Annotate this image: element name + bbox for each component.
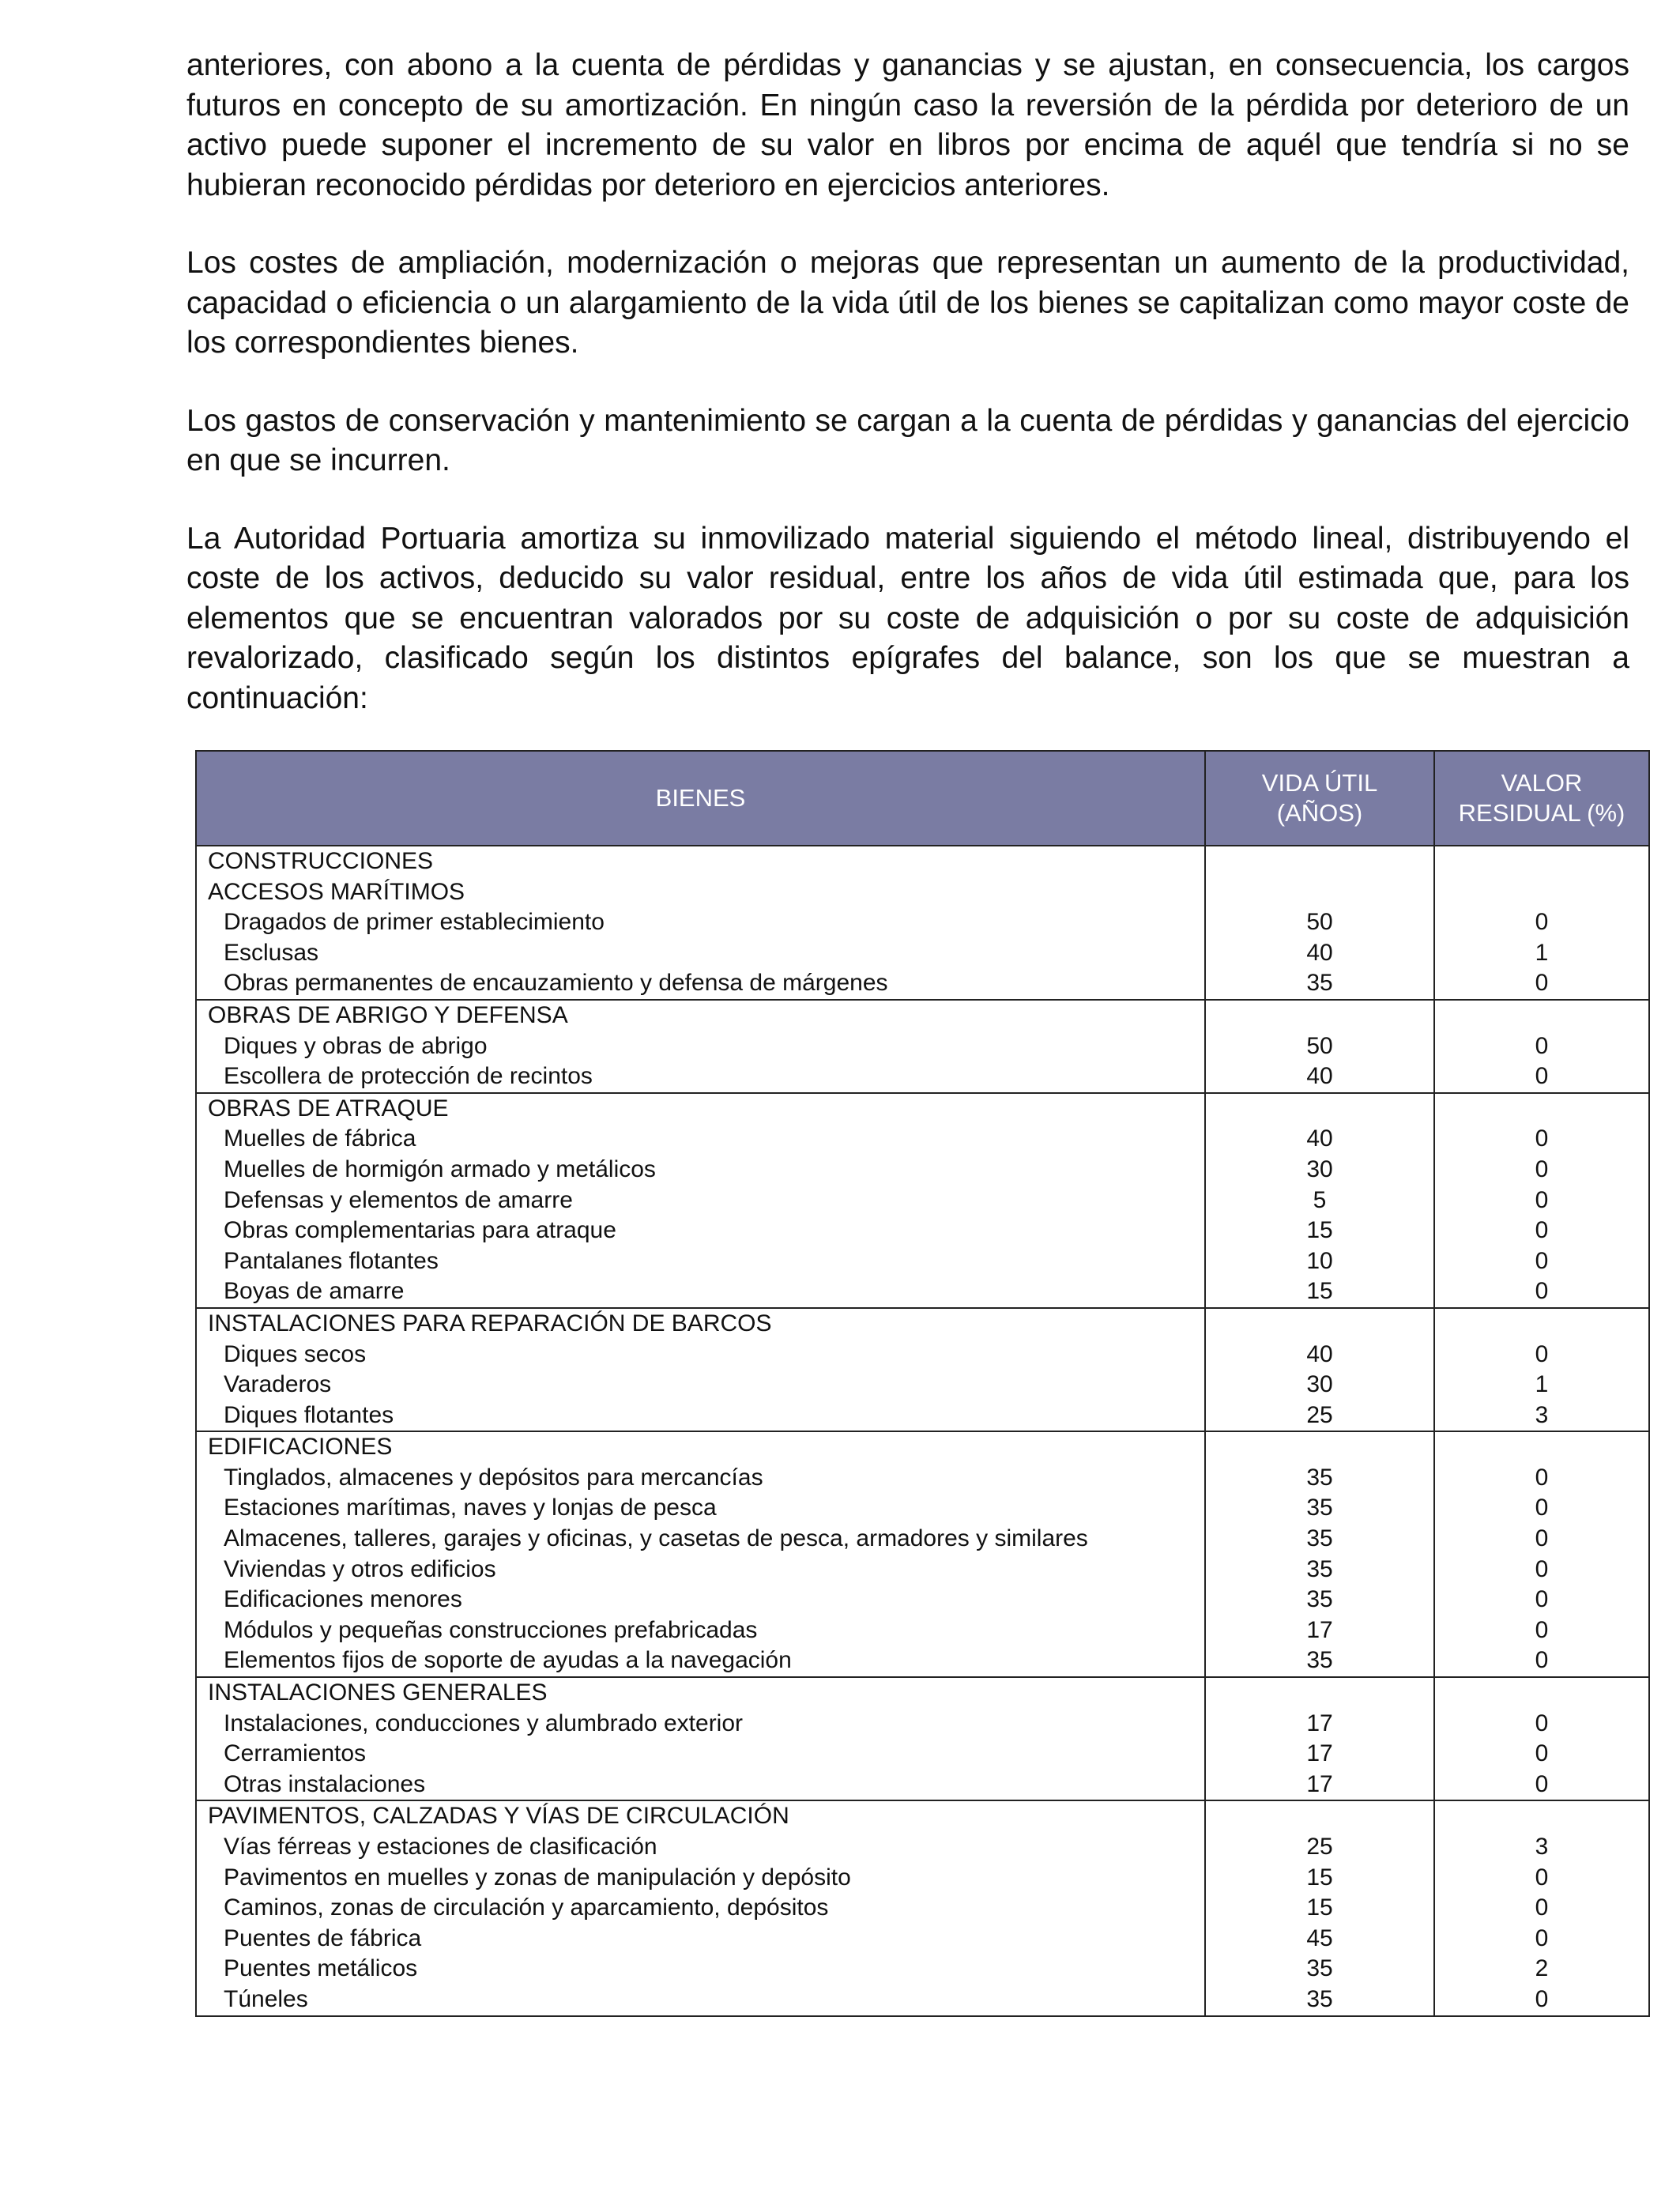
table-row: [196, 1677, 1649, 1800]
table-row: [196, 1093, 1649, 1308]
item-life-years: 25: [1306, 1834, 1333, 1860]
bienes-cell: [196, 1000, 1205, 1093]
item-name: Pantalanes flotantes: [224, 1247, 439, 1274]
item-name: Esclusas: [224, 939, 319, 966]
item-name: Vías férreas y estaciones de clasificación: [224, 1834, 657, 1860]
vida-util-cell: [1205, 1000, 1434, 1093]
item-name: Obras permanentes de encauzamiento y defensa de márgenes: [224, 970, 888, 997]
item-name: Edificaciones menores: [224, 1586, 462, 1613]
item-name: Viviendas y otros edificios: [224, 1555, 496, 1582]
item-name: Defensas y elementos de amarre: [224, 1186, 573, 1213]
item-name: Puentes metálicos: [224, 1955, 418, 1982]
item-name: Escollera de protección de recintos: [224, 1063, 593, 1090]
item-residual-percent: 0: [1535, 1586, 1549, 1613]
header-bienes: BIENES: [196, 751, 1205, 846]
item-name: Diques secos: [224, 1340, 367, 1367]
blank-line: [1206, 1432, 1433, 1463]
blank-line: [1435, 1001, 1648, 1031]
vida-util-cell: [1205, 846, 1434, 1000]
item-name: Boyas de amarre: [224, 1278, 405, 1305]
item-life-years: 50: [1306, 909, 1333, 936]
item-name: Caminos, zonas de circulación y aparcamiento, depósitos: [224, 1894, 829, 1921]
item-name: Otras instalaciones: [224, 1770, 426, 1797]
item-residual-percent: 0: [1535, 1924, 1549, 1951]
bienes-cell: [196, 1093, 1205, 1308]
item-residual-percent: 0: [1535, 1247, 1549, 1274]
item-life-years: 45: [1306, 1924, 1333, 1951]
item-life-years: 35: [1306, 1464, 1333, 1491]
item-name: Diques y obras de abrigo: [224, 1032, 488, 1059]
item-residual-percent: 2: [1535, 1955, 1549, 1982]
item-name: Almacenes, talleres, garajes y oficinas, y casetas de pesca, armadores y similares: [224, 1525, 1088, 1552]
item-name: Cerramientos: [224, 1740, 367, 1767]
header-vida-util: VIDA ÚTIL (AÑOS): [1205, 751, 1434, 846]
group-title: INSTALACIONES GENERALES: [208, 1679, 548, 1706]
item-name: Dragados de primer establecimiento: [224, 909, 605, 936]
item-name: Instalaciones, conducciones y alumbrado exterior: [224, 1710, 744, 1736]
item-life-years: 35: [1306, 1647, 1333, 1674]
item-residual-percent: 0: [1535, 1864, 1549, 1891]
item-residual-percent: 0: [1535, 1894, 1549, 1921]
valor-residual-cell: [1434, 1308, 1649, 1431]
table-row: [196, 1308, 1649, 1431]
item-life-years: 15: [1306, 1217, 1333, 1244]
group-title: OBRAS DE ABRIGO Y DEFENSA: [208, 1001, 568, 1028]
group-title: INSTALACIONES PARA REPARACIÓN DE BARCOS: [208, 1310, 772, 1336]
table-group: [196, 1800, 1649, 2015]
blank-line: [1435, 1432, 1648, 1463]
item-residual-percent: 0: [1535, 1464, 1549, 1491]
item-name: Pavimentos en muelles y zonas de manipulación y depósito: [224, 1864, 851, 1891]
item-life-years: 17: [1306, 1740, 1333, 1767]
vida-util-cell: [1205, 1431, 1434, 1677]
valor-residual-cell: [1434, 1677, 1649, 1800]
table-group: [196, 1093, 1649, 1308]
table-group: [196, 1431, 1649, 1677]
paragraph: La Autoridad Portuaria amortiza su inmovilizado material siguiendo el método lineal, distribuyendo el coste de los activos, deducido su valor residual, entre los años de vida útil estimada que, para los elementos que se encuentran valorados por su coste de adquisición o por su coste de adquisición revalorizado, clasificado según los distintos epígrafes del balance, son los que se muestran a continuación:: [186, 521, 1629, 715]
blank-line: [1206, 1001, 1433, 1031]
item-life-years: 30: [1306, 1155, 1333, 1182]
item-name: Elementos fijos de soporte de ayudas a la navegación: [224, 1647, 792, 1674]
blank-line: [1435, 1678, 1648, 1709]
item-life-years: 40: [1306, 939, 1333, 966]
item-residual-percent: 0: [1535, 1155, 1549, 1182]
item-life-years: 40: [1306, 1125, 1333, 1152]
vida-util-cell: [1205, 1308, 1434, 1431]
item-name: Diques flotantes: [224, 1401, 394, 1428]
item-residual-percent: 0: [1535, 1770, 1549, 1797]
valor-residual-cell: [1434, 1093, 1649, 1308]
blank-line: [1206, 1094, 1433, 1125]
blank-line: [1206, 877, 1433, 908]
blank-line: [1435, 1094, 1648, 1125]
item-residual-percent: 0: [1535, 1740, 1549, 1767]
item-name: Tinglados, almacenes y depósitos para mercancías: [224, 1464, 763, 1491]
blank-line: [1206, 846, 1433, 877]
valor-residual-cell: [1434, 1000, 1649, 1093]
item-residual-percent: 3: [1535, 1401, 1549, 1428]
item-life-years: 35: [1306, 1955, 1333, 1982]
valor-residual-cell: [1434, 846, 1649, 1000]
item-life-years: 35: [1306, 1586, 1333, 1613]
section-heading: CONSTRUCCIONES: [208, 848, 434, 874]
blank-line: [1435, 1309, 1648, 1340]
header-valor-residual: VALOR RESIDUAL (%): [1434, 751, 1649, 846]
item-life-years: 35: [1306, 1985, 1333, 2012]
table-group: [196, 1677, 1649, 1800]
table-row: [196, 846, 1649, 1000]
item-residual-percent: 3: [1535, 1834, 1549, 1860]
table-header-row: [196, 751, 1649, 846]
item-residual-percent: 1: [1535, 939, 1549, 966]
item-life-years: 17: [1306, 1710, 1333, 1736]
blank-line: [1435, 1801, 1648, 1832]
blank-line: [1435, 846, 1648, 877]
bienes-cell: [196, 1800, 1205, 2015]
item-life-years: 35: [1306, 970, 1333, 997]
item-name: Estaciones marítimas, naves y lonjas de pesca: [224, 1495, 717, 1521]
item-life-years: 15: [1306, 1864, 1333, 1891]
table-group: [196, 1000, 1649, 1093]
item-name: Túneles: [224, 1985, 308, 2012]
item-residual-percent: 0: [1535, 1063, 1549, 1090]
item-life-years: 15: [1306, 1278, 1333, 1305]
item-life-years: 40: [1306, 1340, 1333, 1367]
table-group: [196, 846, 1649, 1000]
item-residual-percent: 0: [1535, 1647, 1549, 1674]
group-title: EDIFICACIONES: [208, 1434, 393, 1461]
vida-util-cell: [1205, 1677, 1434, 1800]
table-row: [196, 1431, 1649, 1677]
useful-life-table: [195, 750, 1650, 2017]
item-life-years: 40: [1306, 1063, 1333, 1090]
item-life-years: 35: [1306, 1555, 1333, 1582]
item-residual-percent: 0: [1535, 909, 1549, 936]
item-name: Puentes de fábrica: [224, 1924, 422, 1951]
item-residual-percent: 0: [1535, 1495, 1549, 1521]
vida-util-cell: [1205, 1800, 1434, 2015]
item-life-years: 30: [1306, 1371, 1333, 1398]
group-title: ACCESOS MARÍTIMOS: [208, 878, 465, 905]
item-residual-percent: 0: [1535, 1555, 1549, 1582]
blank-line: [1206, 1678, 1433, 1709]
item-name: Módulos y pequeñas construcciones prefabricadas: [224, 1616, 758, 1643]
item-name: Muelles de hormigón armado y metálicos: [224, 1155, 656, 1182]
item-life-years: 17: [1306, 1616, 1333, 1643]
vida-util-cell: [1205, 1093, 1434, 1308]
item-residual-percent: 0: [1535, 1340, 1549, 1367]
item-life-years: 25: [1306, 1401, 1333, 1428]
bienes-cell: [196, 846, 1205, 1000]
item-life-years: 5: [1313, 1186, 1327, 1213]
bienes-cell: [196, 1431, 1205, 1677]
valor-residual-cell: [1434, 1431, 1649, 1677]
group-title: OBRAS DE ATRAQUE: [208, 1095, 449, 1122]
item-life-years: 17: [1306, 1770, 1333, 1797]
valor-residual-cell: [1434, 1800, 1649, 2015]
body-text: [186, 46, 1629, 756]
paragraph: anteriores, con abono a la cuenta de pérdidas y ganancias y se ajustan, en consecuencia, los cargos futuros en concepto de su amortización. En ningún caso la reversión de la pérdida por deterioro de un activo puede suponer el incremento de su valor en libros por encima de aquél que tendría si no se hubieran reconocido pérdidas por deterioro en ejercicios anteriores.: [186, 48, 1629, 202]
blank-line: [1206, 1309, 1433, 1340]
item-residual-percent: 1: [1535, 1371, 1549, 1398]
item-life-years: 35: [1306, 1525, 1333, 1552]
item-residual-percent: 0: [1535, 1186, 1549, 1213]
paragraph: Los gastos de conservación y mantenimiento se cargan a la cuenta de pérdidas y ganancias del ejercicio en que se incurren.: [186, 403, 1629, 477]
item-life-years: 35: [1306, 1495, 1333, 1521]
item-life-years: 15: [1306, 1894, 1333, 1921]
item-life-years: 10: [1306, 1247, 1333, 1274]
table-row: [196, 1800, 1649, 2015]
item-residual-percent: 0: [1535, 1032, 1549, 1059]
bienes-cell: [196, 1677, 1205, 1800]
item-residual-percent: 0: [1535, 970, 1549, 997]
item-residual-percent: 0: [1535, 1125, 1549, 1152]
item-residual-percent: 0: [1535, 1525, 1549, 1552]
blank-line: [1435, 877, 1648, 908]
bienes-cell: [196, 1308, 1205, 1431]
group-title: PAVIMENTOS, CALZADAS Y VÍAS DE CIRCULACIÓN: [208, 1803, 789, 1830]
item-residual-percent: 0: [1535, 1616, 1549, 1643]
table-row: [196, 1000, 1649, 1093]
item-life-years: 50: [1306, 1032, 1333, 1059]
item-name: Muelles de fábrica: [224, 1125, 416, 1152]
blank-line: [1206, 1801, 1433, 1832]
item-residual-percent: 0: [1535, 1278, 1549, 1305]
item-name: Varaderos: [224, 1371, 332, 1398]
item-residual-percent: 0: [1535, 1217, 1549, 1244]
table-group: [196, 1308, 1649, 1431]
item-name: Obras complementarias para atraque: [224, 1217, 616, 1244]
item-residual-percent: 0: [1535, 1985, 1549, 2012]
paragraph: Los costes de ampliación, modernización o mejoras que representan un aumento de la productividad, capacidad o eficiencia o un alargamiento de la vida útil de los bienes se capitalizan como mayor coste de los correspondientes bienes.: [186, 246, 1629, 360]
item-residual-percent: 0: [1535, 1710, 1549, 1736]
